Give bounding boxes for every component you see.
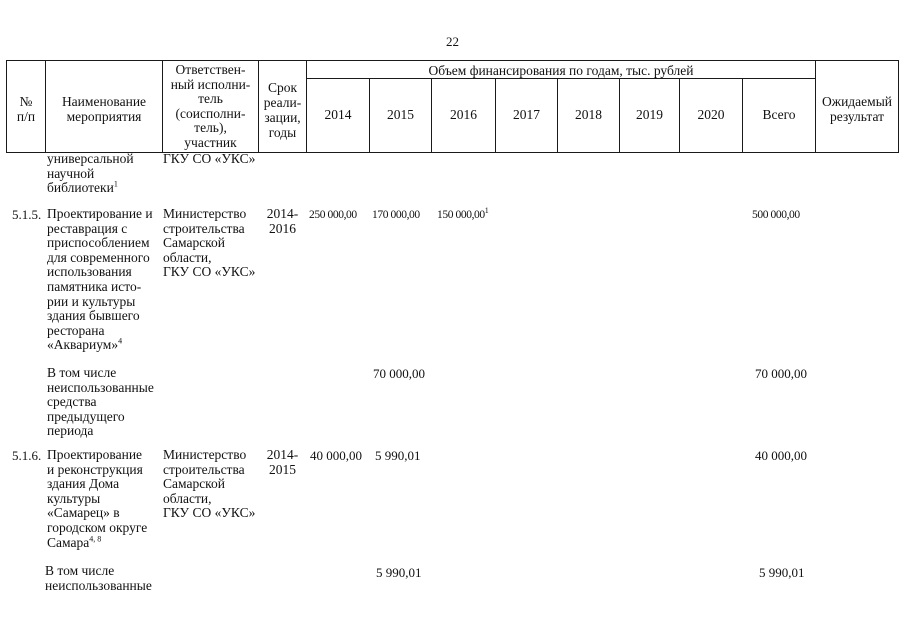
year-header: 2014 [324, 107, 352, 122]
row-term: 2014- 2015 [266, 447, 299, 477]
funding-subrule [306, 78, 815, 79]
col-term-header: Срок реали- зации, годы [263, 80, 302, 140]
row-name: универсальной научной библиотеки$^1$ [47, 151, 134, 196]
value-2016: 150 000,00$^1$ [437, 206, 489, 221]
header-top-rule [6, 60, 899, 61]
value-2015: 5 990,01 [376, 565, 422, 580]
row-executor: Министерство строительства Самарской области, ГКУ СО «УКС» [163, 206, 256, 280]
footnote-ref: 4 [118, 336, 123, 346]
value-2015: 70 000,00 [373, 366, 425, 381]
col-funding-header: Объем финансирования по годам, тыс. рублей [428, 63, 694, 78]
row-number: 5.1.5. [12, 207, 42, 222]
footnote-ref: 1 [484, 206, 489, 216]
vline [898, 60, 899, 153]
footnote-ref: 1 [113, 179, 118, 189]
year-header: 2019 [636, 107, 663, 122]
value-2014: 40 000,00 [310, 448, 362, 463]
row-number: 5.1.6. [12, 448, 42, 463]
value-total: 70 000,00 [755, 366, 807, 381]
col-result-header: Ожидаемый результат [822, 94, 892, 124]
row-name: В том числе неиспользованные [45, 563, 152, 593]
year-header: 2020 [697, 107, 725, 122]
row-name: Проектирование и реконструкция здания Дома культуры «Самарец» в городском округе Самара$^{4, 8}$ [47, 447, 148, 550]
col-num-header: № п/п [16, 94, 36, 124]
year-header: 2016 [450, 107, 477, 122]
row-name: В том числе неиспользованные средства предыдущего периода [47, 365, 154, 439]
value-2015: 170 000,00 [372, 209, 420, 221]
row-executor: ГКУ СО «УКС» [163, 151, 256, 166]
value-2015: 5 990,01 [375, 448, 421, 463]
year-header: 2015 [387, 107, 414, 122]
value-total: 500 000,00 [752, 209, 800, 221]
value-2014: 250 000,00 [309, 209, 357, 221]
row-term: 2014- 2016 [266, 206, 299, 236]
year-header: 2018 [575, 107, 602, 122]
year-header: 2017 [513, 107, 540, 122]
value-total: 40 000,00 [755, 448, 807, 463]
row-executor: Министерство строительства Самарской области, ГКУ СО «УКС» [163, 447, 256, 521]
row-name: Проектирование и реставрация с приспособлением для современного использования памятника исто- рии и культуры здания бывшего ресторана «Аквариум»$^4$ [47, 206, 153, 353]
col-executor-header: Ответствен- ный исполни- тель (соисполни- тель), участник [170, 62, 251, 150]
col-name-header: Наименование мероприятия [61, 94, 147, 124]
col-total-header: Всего [762, 107, 796, 122]
page-number: 22 [446, 34, 459, 49]
value-total: 5 990,01 [759, 565, 805, 580]
header-bottom-rule [6, 152, 899, 153]
footnote-ref: 4, 8 [89, 534, 102, 544]
